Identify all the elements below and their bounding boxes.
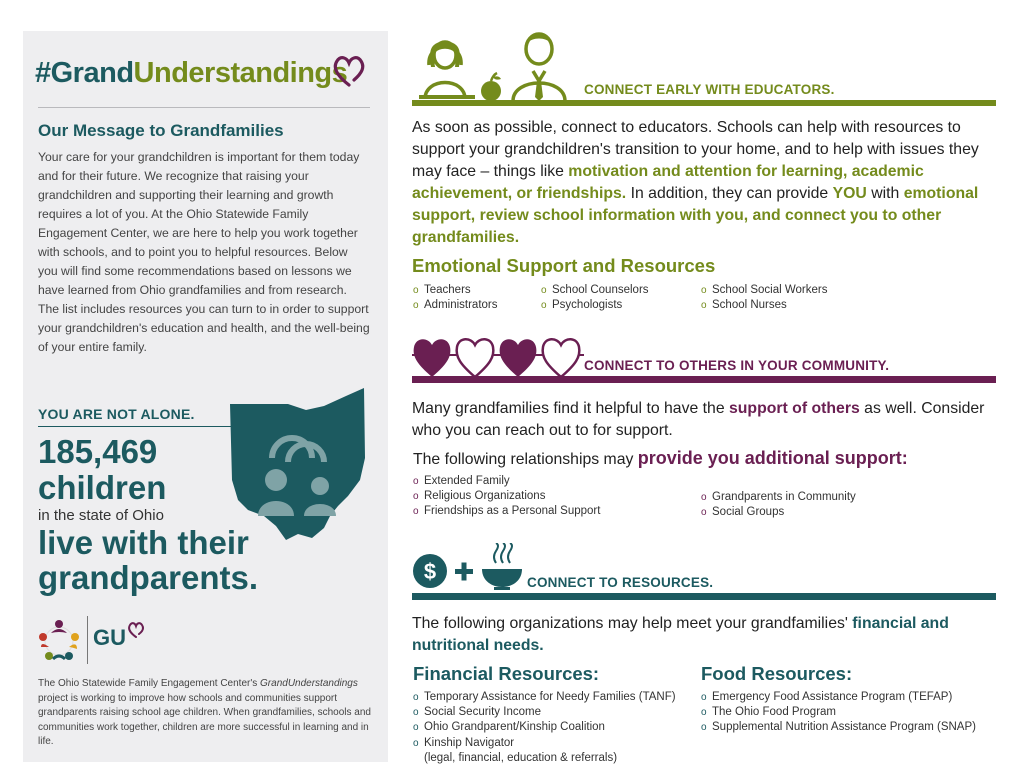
svg-text:$: $ <box>423 559 437 584</box>
para-text: as well. Consider who you can reach out to for support. <box>412 400 985 439</box>
list-item: o Social Groups <box>701 505 856 520</box>
apple-icon <box>481 73 501 101</box>
stat-state: in the state of Ohio <box>38 507 164 524</box>
para-highlight: support of others <box>729 400 860 417</box>
message-title: Our Message to Grandfamilies <box>38 121 284 140</box>
para-text: Many grandfamilies find it helpful to have the <box>412 400 729 417</box>
list-item: o Emergency Food Assistance Program (TEFAP) <box>701 690 976 705</box>
emotional-support-list <box>413 283 498 313</box>
not-alone-heading: YOU ARE NOT ALONE. <box>38 406 195 422</box>
list-item: o Administrators <box>413 298 498 313</box>
list-item-note <box>413 751 676 766</box>
left-panel <box>23 31 388 762</box>
relationships-list <box>413 474 600 520</box>
para-text: The following organizations may help meet your grandfamilies' <box>412 615 853 632</box>
para-text: As soon as possible, connect to educators. Schools can help with resources to support your grandchildren's transition to your home, and to help with issues they may face – things like <box>412 119 979 180</box>
food-resources-list <box>701 690 976 736</box>
resources-bar <box>412 593 996 600</box>
list-item: o Temporary Assistance for Needy Families (TANF) <box>413 690 676 705</box>
emotional-support-list <box>701 283 827 313</box>
list-item: o Grandparents in Community <box>701 490 856 505</box>
hashtag-part-understandings: Understandings <box>133 57 348 89</box>
footnote-project-name: GrandUnderstandings <box>260 678 358 689</box>
list-item: o Ohio Grandparent/Kinship Coalition <box>413 720 676 735</box>
sub-text: The following relationships may <box>413 451 638 468</box>
stat-children: children <box>38 469 167 506</box>
kinship-note: (legal, financial, education & referrals) <box>424 751 618 764</box>
food-resources-heading: Food Resources: <box>701 663 853 684</box>
para-highlight: emotional support, review school information with you, and connect you to other grandfamilies. <box>412 185 979 246</box>
footnote <box>38 677 378 750</box>
list-item: o School Social Workers <box>701 283 827 298</box>
emotional-support-list <box>541 283 649 313</box>
stat-grandparents: grandparents. <box>38 559 259 596</box>
financial-resources-list <box>413 690 676 766</box>
divider <box>38 107 370 108</box>
divider <box>87 616 88 664</box>
para-highlight: financial and nutritional needs. <box>412 615 949 654</box>
teacher-student-icon <box>415 31 575 103</box>
footnote-text: project is working to improve how schools and communities support grandparents raising school age children. When grandfamilies, schools and communities work together, children are more successful in learning and in life. <box>38 692 371 747</box>
hearts-row-icon <box>412 335 584 379</box>
soup-bowl-icon <box>482 543 522 590</box>
heart-icon <box>127 621 145 639</box>
list-item: o Psychologists <box>541 298 649 313</box>
community-subheading <box>413 448 908 469</box>
list-item: o Kinship Navigator <box>413 736 676 751</box>
relationships-list <box>701 490 856 520</box>
heart-icon <box>332 53 366 89</box>
list-item: o Religious Organizations <box>413 489 600 504</box>
para-text: In addition, they can provide <box>626 185 833 202</box>
list-item: o School Nurses <box>701 298 827 313</box>
footnote-text: The Ohio Statewide Family Engagement Center's <box>38 678 261 689</box>
list-item: o Extended Family <box>413 474 600 489</box>
community-heading: CONNECT TO OTHERS IN YOUR COMMUNITY. <box>584 358 890 373</box>
sub-highlight: provide you additional support: <box>637 448 908 468</box>
family-logo-icon <box>37 619 81 663</box>
para-highlight: YOU <box>832 185 867 202</box>
financial-resources-heading: Financial Resources: <box>413 663 600 684</box>
resources-heading: CONNECT TO RESOURCES. <box>527 575 714 590</box>
ohio-map-icon <box>228 388 366 546</box>
educators-heading: CONNECT EARLY WITH EDUCATORS. <box>584 82 835 97</box>
gu-logo-text: GU <box>93 625 126 650</box>
educators-bar <box>412 100 996 106</box>
hashtag-title <box>35 57 347 90</box>
para-text: with <box>866 185 904 202</box>
list-item: o Friendships as a Personal Support <box>413 504 600 519</box>
divider <box>38 426 238 427</box>
list-item: o Teachers <box>413 283 498 298</box>
community-bar <box>412 376 996 383</box>
para-highlight: motivation and attention for learning, academic achievement, or friendships. <box>412 163 924 202</box>
list-item: o School Counselors <box>541 283 649 298</box>
resources-icon <box>412 543 524 591</box>
emotional-support-heading: Emotional Support and Resources <box>412 255 716 276</box>
list-item: o Social Security Income <box>413 705 676 720</box>
educators-paragraph <box>412 117 996 249</box>
stat-live: live with their <box>38 524 249 561</box>
list-item: o The Ohio Food Program <box>701 705 976 720</box>
message-body: Your care for your grandchildren is important for them today and for their future. We recognize that raising your grandchildren and supporting their learning and growth requires a lot of you. At the Ohio Statewide Family Engagement Center, we are here to help you work together with schools, and to point you to helpful resources. Below you will find some recommendations based on lessons we have learned from Ohio grandfamilies and from research. The list includes resources you can turn to in order to support your grandchildren's education and health, and the well-being of your entire family. <box>38 150 370 354</box>
list-item: o Supplemental Nutrition Assistance Program (SNAP) <box>701 720 976 735</box>
hashtag-part-grand: #Grand <box>35 57 134 89</box>
community-paragraph <box>412 398 996 442</box>
plus-icon <box>455 563 473 581</box>
dollar-icon <box>413 554 447 588</box>
resources-paragraph <box>412 613 996 657</box>
stat-number: 185,469 <box>38 433 158 470</box>
